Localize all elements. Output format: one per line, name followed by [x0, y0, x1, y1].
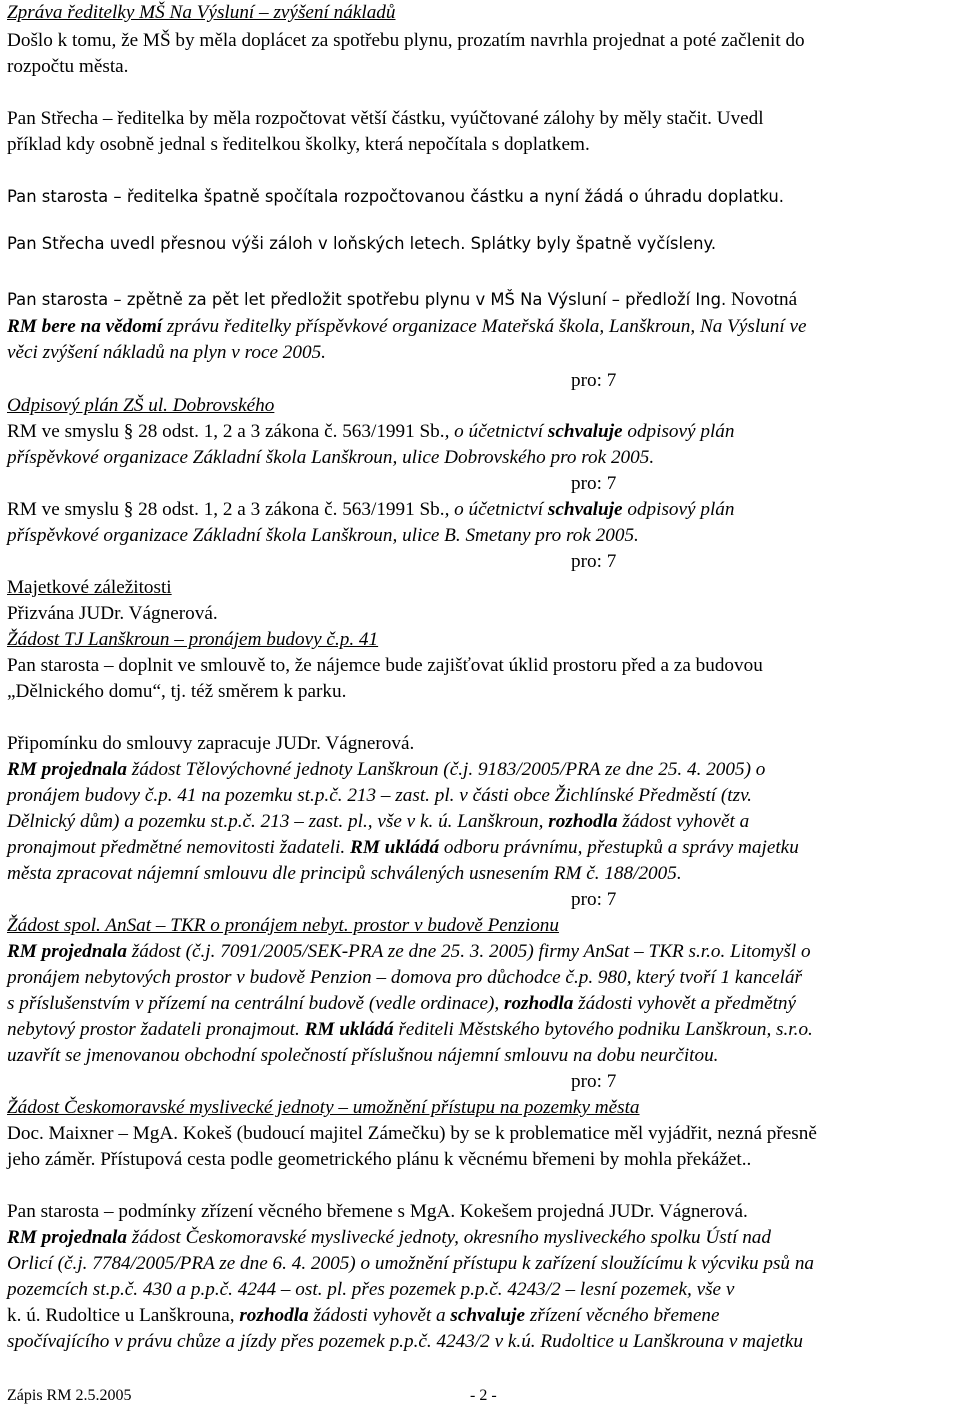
paragraph-line: Připomínku do smlouvy zapracuje JUDr. Vágnerová. — [7, 733, 415, 754]
paragraph-line — [7, 287, 797, 313]
resolution-line: Orlicí (č.j. 7784/2005/PRA ze dne 6. 4. 2005) o umožnění přístupu k zařízení sloužícímu k výcviku psů na — [7, 1253, 815, 1274]
resolution-verb: RM bere na vědomí — [7, 316, 163, 337]
text-run: Dělnický dům) a pozemku st.p.č. 213 – zast. pl., vše v k. ú. Lanškroun, — [7, 811, 549, 832]
resolution-verb: RM ukládá — [304, 1019, 394, 1040]
paragraph-line: Pan starosta – doplnit ve smlouvě to, že nájemce bude zajišťovat úklid prostoru před a za budovou — [7, 655, 763, 676]
text-run: zprávu ředitelky příspěvkové organizace Mateřská škola, Lanškroun, Na Výsluní ve — [162, 316, 807, 337]
text-run: nebytový prostor žadateli pronajmout. — [7, 1019, 305, 1040]
paragraph-line: Pan Střecha uvedl přesnou výši záloh v loňských letech. Splátky byly špatně vyčísleny. — [7, 234, 717, 253]
text-run: zřízení věcného břemene — [525, 1305, 720, 1326]
text-run: s příslušenstvím v přízemí na centrální budově (vedle ordinace), — [7, 993, 504, 1014]
vote-result: pro: 7 — [571, 889, 617, 910]
text-run: žádost (č.j. 7091/2005/SEK-PRA ze dne 25. 3. 2005) firmy AnSat – TKR s.r.o. Litomyšl o — [126, 941, 811, 962]
resolution-line — [7, 939, 811, 965]
resolution-line: uzavřít se jmenovanou obchodní společností příslušnou nájemní smlouvu na dobu neurčitou. — [7, 1045, 719, 1066]
footer-doc-label: Zápis RM 2.5.2005 — [7, 1387, 132, 1404]
resolution-verb: schvaluje — [450, 1305, 526, 1326]
resolution-verb: RM projednala — [7, 941, 127, 962]
resolution-line — [7, 314, 807, 340]
resolution-verb: schvaluje — [547, 499, 623, 520]
vote-result: pro: 7 — [571, 1071, 617, 1092]
resolution-line: věci zvýšení nákladů na plyn v roce 2005. — [7, 342, 326, 363]
resolution-line — [7, 497, 734, 523]
paragraph-line: Doc. Maixner – MgA. Kokeš (budoucí majitel Zámečku) by se k problematice měl vyjádřit, nezná přesně — [7, 1123, 817, 1144]
paragraph-line: Pan starosta – ředitelka špatně spočítala rozpočtovanou částku a nyní žádá o úhradu doplatku. — [7, 187, 785, 206]
subsection-title: Žádost TJ Lanškroun – pronájem budovy č.p. 41 — [7, 629, 379, 650]
paragraph-line: Došlo k tomu, že MŠ by měla doplácet za spotřebu plynu, prozatím navrhla projednat a poté začlenit do — [7, 30, 805, 51]
paragraph-line: Pan starosta – podmínky zřízení věcného břemene s MgA. Kokešem projedná JUDr. Vágnerová. — [7, 1201, 748, 1222]
paragraph-line: příklad kdy osobně jednal s ředitelkou školky, která nepočítala s doplatkem. — [7, 134, 590, 155]
text-run: , o účetnictví — [444, 421, 548, 442]
paragraph-line: „Dělnického domu“, tj. též směrem k parku. — [7, 681, 347, 702]
text-run: žádosti vyhovět a — [308, 1305, 451, 1326]
text-run: odpisový plán — [622, 421, 735, 442]
paragraph-line: rozpočtu města. — [7, 56, 129, 77]
text-run: Novotná — [731, 289, 798, 310]
page-footer — [7, 1386, 507, 1406]
resolution-line — [7, 809, 749, 835]
resolution-verb: RM projednala — [7, 1227, 127, 1248]
resolution-line — [7, 1303, 720, 1329]
text-run: žádosti vyhovět a předmětný — [573, 993, 797, 1014]
section-title: Zpráva ředitelky MŠ Na Výsluní – zvýšení nákladů — [7, 2, 396, 23]
paragraph-line: jeho záměr. Přístupová cesta podle geometrického plánu k věcnému břemeni by mohla překážet.. — [7, 1149, 752, 1170]
resolution-line — [7, 419, 734, 445]
text-run: řediteli Městského bytového podniku Lanškroun, s.r.o. — [393, 1019, 813, 1040]
resolution-line: příspěvkové organizace Základní škola Lanškroun, ulice B. Smetany pro rok 2005. — [7, 525, 639, 546]
text-run: k. ú. Rudoltice u Lanškrouna, — [7, 1305, 240, 1326]
resolution-line — [7, 991, 796, 1017]
text-run: žádost Českomoravské myslivecké jednoty, okresního mysliveckého spolku Ústí nad — [126, 1227, 771, 1248]
section-title: Odpisový plán ZŠ ul. Dobrovského — [7, 395, 275, 416]
resolution-verb: RM projednala — [7, 759, 127, 780]
text-run: žádost vyhovět a — [617, 811, 750, 832]
resolution-line: pronájem nebytových prostor v budově Penzion – domova pro důchodce č.p. 980, který tvoří 1 kancelář — [7, 967, 803, 988]
paragraph-line: Pan Střecha – ředitelka by měla rozpočtovat větší částku, vyúčtované zálohy by měly stačit. Uvedl — [7, 108, 764, 129]
resolution-line — [7, 1017, 813, 1043]
text-run: RM ve smyslu § 28 odst. 1, 2 a 3 zákona č. 563/1991 Sb. — [7, 499, 445, 520]
text-run: žádost Tělovýchovné jednoty Lanškroun (č.j. 9183/2005/PRA ze dne 25. 4. 2005) o — [126, 759, 766, 780]
vote-result: pro: 7 — [571, 370, 617, 391]
resolution-line — [7, 835, 799, 861]
text-run: odboru právnímu, přestupků a správy majetku — [439, 837, 799, 858]
text-run: , o účetnictví — [444, 499, 548, 520]
resolution-verb: RM ukládá — [350, 837, 440, 858]
paragraph-line: Přizvána JUDr. Vágnerová. — [7, 603, 218, 624]
resolution-line — [7, 757, 765, 783]
page-number: - 2 - — [470, 1387, 497, 1404]
text-run: Pan starosta – zpětně za pět let předložit spotřebu plynu v MŠ Na Výsluní – předloží Ing. — [7, 290, 727, 309]
resolution-line: příspěvkové organizace Základní škola Lanškroun, ulice Dobrovského pro rok 2005. — [7, 447, 655, 468]
resolution-verb: rozhodla — [239, 1305, 309, 1326]
resolution-line: spočívajícího v právu chůze a jízdy přes pozemek p.p.č. 4243/2 v k.ú. Rudoltice u Lanškrouna v majetku — [7, 1331, 803, 1352]
vote-result: pro: 7 — [571, 551, 617, 572]
resolution-line — [7, 1225, 771, 1251]
subsection-title: Žádost Českomoravské myslivecké jednoty – umožnění přístupu na pozemky města — [7, 1097, 640, 1118]
vote-result: pro: 7 — [571, 473, 617, 494]
resolution-line: pronájem budovy č.p. 41 na pozemku st.p.č. 213 – zast. pl. v části obce Žichlínské Předměstí (tzv. — [7, 785, 752, 806]
resolution-line: města zpracovat nájemní smlouvu dle principů schválených usnesením RM č. 188/2005. — [7, 863, 682, 884]
resolution-verb: rozhodla — [504, 993, 574, 1014]
subsection-title: Žádost spol. AnSat – TKR o pronájem nebyt. prostor v budově Penzionu — [7, 915, 559, 936]
section-title: Majetkové záležitosti — [7, 577, 172, 598]
text-run: odpisový plán — [622, 499, 735, 520]
text-run: pronajmout předmětné nemovitosti žadateli. — [7, 837, 351, 858]
resolution-verb: rozhodla — [548, 811, 618, 832]
resolution-verb: schvaluje — [547, 421, 623, 442]
text-run: RM ve smyslu § 28 odst. 1, 2 a 3 zákona č. 563/1991 Sb. — [7, 421, 445, 442]
resolution-line: pozemcích st.p.č. 430 a p.p.č. 4244 – ost. pl. přes pozemek p.p.č. 4243/2 – lesní pozemek, vše v — [7, 1279, 735, 1300]
